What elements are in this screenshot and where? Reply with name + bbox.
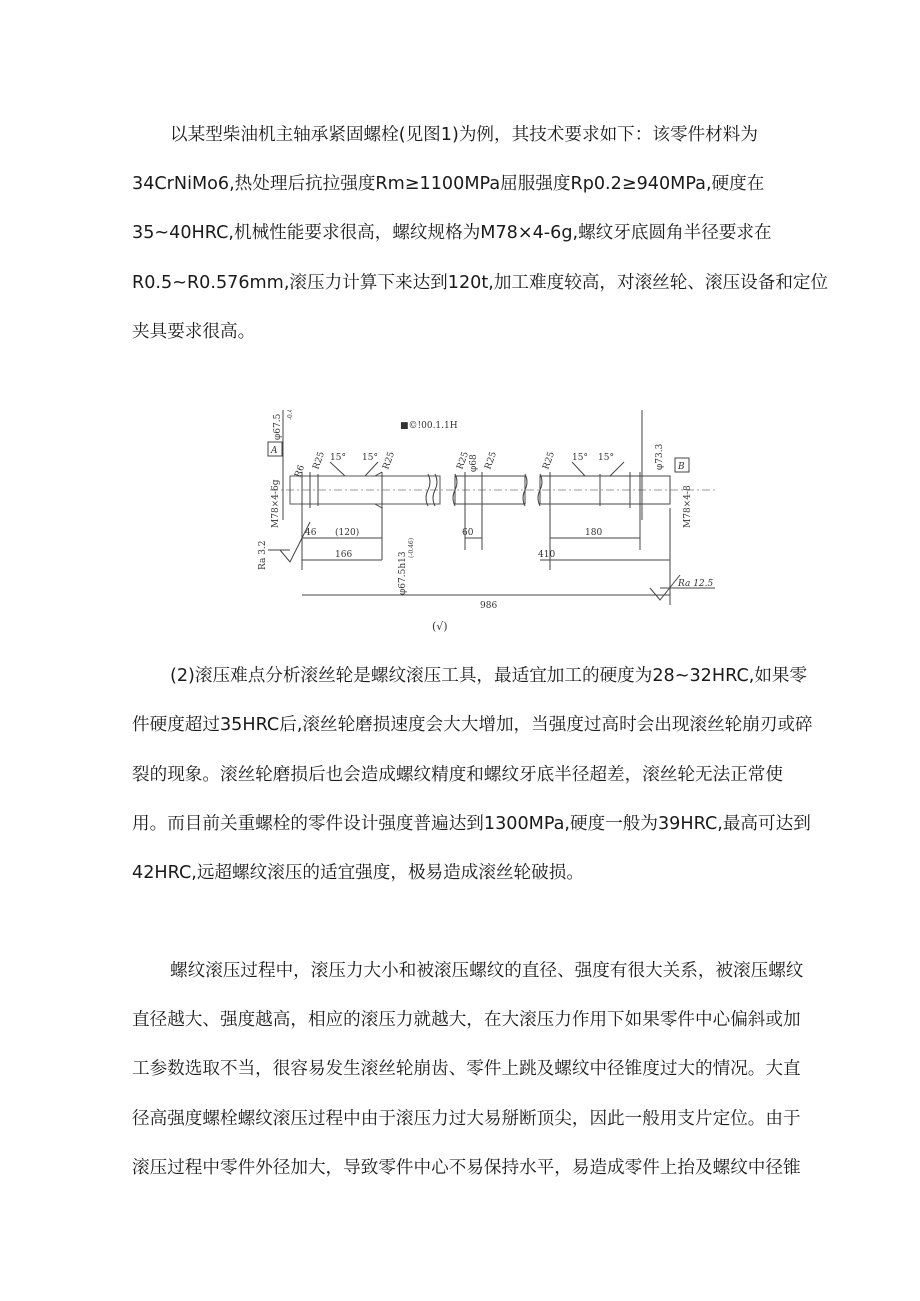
r25-label-4: R25 [483, 450, 500, 472]
dia-73-3-label: φ73.3 [655, 443, 665, 470]
datum-a-label: A [271, 446, 278, 456]
dia-68-label: φ68 [469, 454, 479, 472]
r25-label-2: R25 [381, 450, 398, 472]
text-line: 34CrNiMo6,热处理后抗拉强度Rm≥1100MPa屈服强度Rp0.2≥940MPa,硬度在 [132, 174, 765, 194]
ra-left-label: Ra 3.2 [258, 540, 268, 570]
dia-h13-label: φ67.5h13 [398, 551, 408, 595]
angle-label-4: 15° [598, 453, 614, 463]
angle-label-1: 15° [330, 453, 346, 463]
dim-60-label: 60 [462, 528, 474, 538]
text-line: R0.5~R0.576mm,滚压力计算下来达到120t,加工难度较高，对滚丝轮、滚压设备和定位 [132, 273, 829, 293]
text-line: 裂的现象。滚丝轮磨损后也会造成螺纹精度和螺纹牙底半径超差，滚丝轮无法正常使 [132, 765, 783, 785]
dim-46-label: 46 [305, 528, 317, 538]
dim-180-label: 180 [585, 528, 603, 538]
bolt-drawing-figure [250, 410, 720, 625]
tol-left-label: -0.4 [287, 410, 294, 420]
text-line: 螺纹滚压过程中，滚压力大小和被滚压螺纹的直径、强度有很大关系，被滚压螺纹 [170, 961, 804, 981]
angle-label-2: 15° [362, 453, 378, 463]
text-line: (2)滚压难点分析滚丝轮是螺纹滚压工具，最适宜加工的硬度为28~32HRC,如果零 [170, 666, 808, 686]
text-line: 滚压过程中零件外径加大，导致零件中心不易保持水平，易造成零件上抬及螺纹中径锥 [132, 1158, 801, 1178]
text-line: 夹具要求很高。 [132, 322, 256, 342]
text-line: 42HRC,远超螺纹滚压的适宜强度，极易造成滚丝轮破损。 [132, 863, 584, 883]
dim-120-label: (120) [335, 528, 360, 538]
ra-right-label: Ra 12.5 [678, 579, 714, 589]
dim-166-label: 166 [335, 550, 353, 560]
r6-label: R6 [293, 463, 308, 480]
text-line: 用。而目前关重螺栓的零件设计强度普遍达到1300MPa,硬度一般为39HRC,最高可达到 [132, 814, 811, 834]
r25-label-3: R25 [455, 450, 472, 472]
dim-986-label: 986 [480, 601, 498, 611]
r25-label-1: R25 [311, 450, 328, 472]
dia-67-5-label: φ67.5 [273, 413, 283, 440]
thread-right-label: M78×4-8 [683, 485, 693, 528]
r25-label-5: R25 [541, 450, 558, 472]
text-line: 直径越大、强度越高，相应的滚压力就越大，在大滚压力作用下如果零件中心偏斜或加 [132, 1010, 801, 1030]
text-line: 径高强度螺栓螺纹滚压过程中由于滚压力过大易掰断顶尖，因此一般用支片定位。由于 [132, 1109, 801, 1129]
tol-h13-label: (-0.46) [408, 537, 415, 558]
header-text: ■©!00.1.1H [400, 421, 458, 431]
text-line: 件硬度超过35HRC后,滚丝轮磨损速度会大大增加，当强度过高时会出现滚丝轮崩刃或碎 [132, 715, 813, 735]
datum-b-label: B [678, 462, 685, 472]
bolt-drawing [250, 410, 720, 625]
figure-caption: (√) [432, 620, 448, 633]
text-line: 以某型柴油机主轴承紧固螺栓(见图1)为例，其技术要求如下：该零件材料为 [170, 125, 758, 145]
text-line: 工参数选取不当，很容易发生滚丝轮崩齿、零件上跳及螺纹中径锥度过大的情况。大直 [132, 1059, 801, 1079]
text-line: 35~40HRC,机械性能要求很高，螺纹规格为M78×4-6g,螺纹牙底圆角半径要求在 [132, 223, 772, 243]
thread-left-label: M78×4-6g [271, 479, 281, 528]
dim-410-label: 410 [538, 550, 556, 560]
angle-label-3: 15° [572, 453, 588, 463]
